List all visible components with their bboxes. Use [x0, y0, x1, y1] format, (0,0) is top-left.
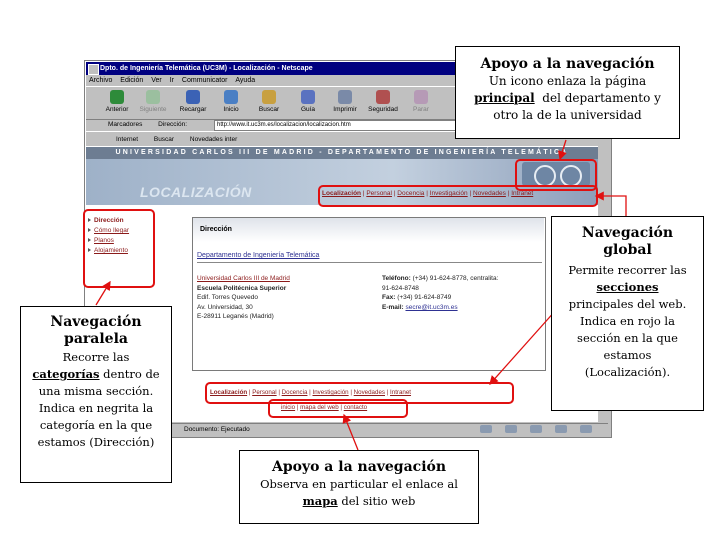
callout-apoyo-top-title: Apoyo a la navegación: [480, 56, 655, 72]
address-label: Dirección:: [158, 121, 188, 128]
callout-paralela-line2: dentro de: [103, 367, 160, 381]
menu-archivo[interactable]: Archivo: [89, 77, 113, 84]
sidenav-item-direccion[interactable]: Dirección: [88, 216, 150, 226]
phone-value: (+34) 91-624-8778, centralita:: [412, 275, 499, 282]
building-name: Edif. Torres Quevedo: [197, 294, 258, 301]
callout-global-title1: Navegación: [581, 225, 674, 241]
callout-global-line3: principales del web.: [568, 297, 687, 311]
home-button[interactable]: Inicio: [214, 89, 248, 117]
menu-ayuda[interactable]: Ayuda: [235, 77, 256, 84]
menu-ir[interactable]: Ir: [169, 77, 174, 84]
bottom-nav-intranet[interactable]: Intranet: [390, 389, 412, 396]
footer-nav: inicio | mapa del web | contacto: [281, 404, 368, 411]
status-text: Documento: Ejecutado: [184, 426, 250, 433]
department-link[interactable]: Departamento de Ingeniería Telemática: [197, 252, 320, 259]
site-banner: UNIVERSIDAD CARLOS III DE MADRID - DEPARTAMENTO DE INGENIERÍA TELEMÁTICA: [86, 147, 598, 159]
nav-docencia[interactable]: Docencia: [397, 190, 425, 197]
nav-localizacion[interactable]: Localización: [322, 190, 362, 197]
callout-paralela-title2: paralela: [64, 331, 128, 347]
callout-paralela-line1: Recorre las: [62, 350, 130, 364]
bookmarks-button[interactable]: Marcadores: [108, 121, 143, 128]
menu-edicion[interactable]: Edición: [120, 77, 144, 84]
footer-contacto-link[interactable]: contacto: [343, 404, 368, 411]
callout-apoyo-top-line3: otro la de la universidad: [493, 108, 642, 122]
callout-apoyo-top-line2: del departamento y: [542, 91, 661, 105]
address-input[interactable]: http://www.it.uc3m.es/localizacion/localizacion.htm: [214, 120, 458, 131]
menu-communicator[interactable]: Communicator: [181, 77, 228, 84]
city-address: E-28911 Leganés (Madrid): [197, 313, 274, 320]
bottom-nav-localizacion[interactable]: Localización: [210, 389, 248, 396]
arrow-paralela: [96, 282, 110, 305]
nav-personal[interactable]: Personal: [366, 190, 392, 197]
stop-button[interactable]: Parar: [404, 89, 438, 117]
sidenav-item-como-llegar[interactable]: Cómo llegar: [88, 226, 150, 236]
callout-apoyo-top-bold: principal: [474, 91, 535, 105]
callout-paralela-bold: categorías: [32, 367, 100, 381]
callout-global: [551, 216, 704, 411]
security-button[interactable]: Seguridad: [366, 89, 400, 117]
footer-sitemap-link[interactable]: mapa del web: [300, 404, 339, 411]
callout-apoyo-top: [455, 46, 680, 139]
footer-inicio-link[interactable]: inicio: [281, 404, 296, 411]
callout-apoyo-bottom-line2: del sitio web: [341, 494, 416, 508]
callout-global-line6: estamos: [603, 348, 652, 362]
sidenav-item-alojamiento[interactable]: Alojamiento: [88, 246, 150, 256]
fax-value: (+34) 91-624-8749: [397, 294, 452, 301]
callout-global-bold: secciones: [596, 280, 659, 294]
university-link[interactable]: Universidad Carlos III de Madrid: [197, 275, 290, 282]
callout-apoyo-bottom-title: Apoyo a la navegación: [271, 459, 447, 475]
street-address: Av. Universidad, 30: [197, 303, 253, 311]
callout-global-line4: Indica en rojo la: [580, 314, 675, 328]
bottom-nav-docencia[interactable]: Docencia: [281, 389, 308, 396]
link-novedades[interactable]: Novedades inter: [189, 136, 238, 143]
nav-intranet[interactable]: Intranet: [511, 190, 534, 197]
reload-button[interactable]: Recargar: [176, 89, 210, 117]
nav-investigacion[interactable]: Investigación: [429, 190, 468, 197]
callout-global-title2: global: [603, 242, 652, 258]
callout-paralela-line4: Indica en negrita la: [38, 401, 154, 415]
callout-apoyo-top-line1: Un icono enlaza la página: [488, 74, 647, 88]
search-button[interactable]: Buscar: [252, 89, 286, 117]
bottom-nav-investigacion[interactable]: Investigación: [312, 389, 349, 396]
callout-paralela-line5: categoría en la que: [39, 418, 153, 432]
callout-paralela-line6: estamos (Dirección): [37, 435, 155, 449]
phone-value-2: 91-624-8748: [382, 284, 419, 292]
phone-label: Teléfono:: [382, 275, 411, 282]
guide-button[interactable]: Guía: [291, 89, 325, 117]
forward-button[interactable]: Siguiente: [136, 89, 170, 117]
back-button[interactable]: Anterior: [100, 89, 134, 117]
global-nav: Localización | Personal | Docencia | Investigación | Novedades | Intranet: [322, 190, 534, 197]
menu-ver[interactable]: Ver: [151, 77, 162, 84]
link-buscar[interactable]: Buscar: [153, 136, 175, 143]
arrow-global-bottom: [490, 310, 556, 384]
school-name: Escuela Politécnica Superior: [197, 284, 287, 292]
link-internet[interactable]: Internet: [116, 136, 139, 143]
section-title: LOCALIZACIÓN: [140, 184, 252, 200]
content-title: Dirección: [200, 226, 232, 233]
bottom-global-nav: Localización | Personal | Docencia | Investigación | Novedades | Intranet: [210, 389, 412, 396]
email-link[interactable]: secre@it.uc3m.es: [405, 303, 458, 311]
nav-novedades[interactable]: Novedades: [472, 190, 506, 197]
callout-apoyo-bottom: [239, 450, 479, 524]
callout-apoyo-bottom-line1: Observa en particular el enlace al: [260, 477, 458, 491]
fax-label: Fax:: [382, 294, 396, 301]
callout-apoyo-bottom-bold: mapa: [302, 494, 338, 508]
sidenav-item-planos[interactable]: Planos: [88, 236, 150, 246]
callout-global-line7: (Localización).: [584, 365, 671, 379]
email-label: E-mail:: [382, 303, 404, 311]
callout-global-line5: sección en la que: [577, 331, 678, 345]
arrow-global-top: [596, 196, 626, 216]
print-button[interactable]: Imprimir: [328, 89, 362, 117]
callout-paralela: [20, 306, 172, 483]
window-title: Dpto. de Ingeniería Telemática (UC3M) - Localización - Netscape: [100, 65, 313, 72]
callout-paralela-title1: Navegación: [50, 314, 142, 330]
callout-paralela-line3: una misma sección.: [38, 384, 154, 398]
arrow-sitemap: [344, 415, 358, 450]
arrow-to-logos: [560, 140, 566, 159]
bottom-nav-novedades[interactable]: Novedades: [353, 389, 385, 396]
bottom-nav-personal[interactable]: Personal: [252, 389, 277, 396]
callout-global-line1: Permite recorrer las: [568, 263, 687, 277]
